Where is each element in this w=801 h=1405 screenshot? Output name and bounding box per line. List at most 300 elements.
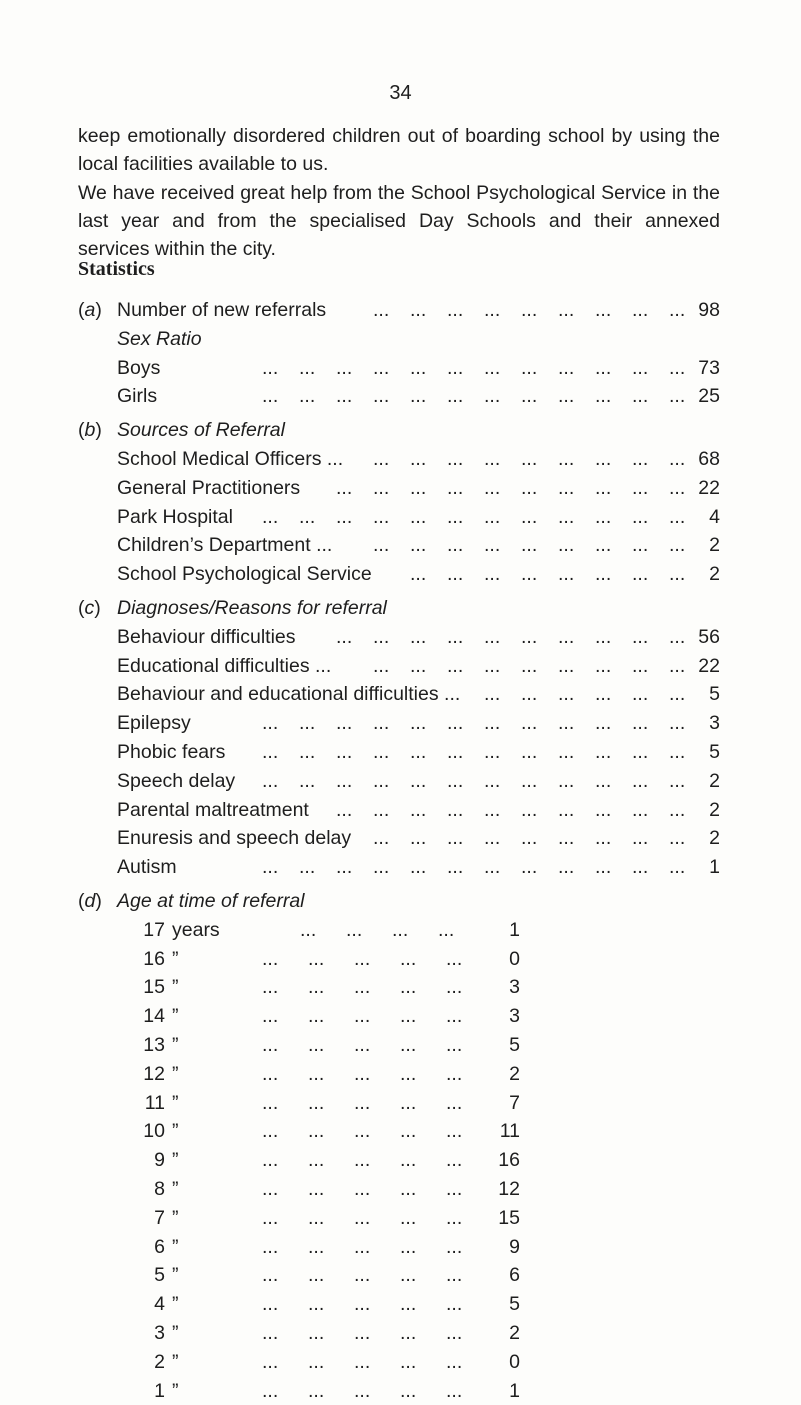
leader-dot: ... xyxy=(299,769,316,792)
age-count: 1 xyxy=(509,1379,520,1402)
age-count: 0 xyxy=(509,947,520,970)
leader-dot: ... xyxy=(299,741,316,763)
section-letter: (a) xyxy=(78,299,102,321)
leader-dot: ... xyxy=(669,299,686,321)
leader-dot: ... xyxy=(484,476,501,499)
leader-dot: ... xyxy=(484,563,501,586)
age-unit: ” xyxy=(172,1034,179,1056)
leader-dot: ... xyxy=(521,476,538,499)
age-number: 11 xyxy=(144,1091,165,1114)
referrals-total xyxy=(0,296,801,324)
leader-dot: ... xyxy=(447,448,464,470)
leader-dot: ... xyxy=(336,505,353,528)
leader-dot: ... xyxy=(336,712,353,735)
leader-dot: ... xyxy=(400,1091,417,1114)
age-number: 14 xyxy=(143,1005,165,1028)
leader-dot: ... xyxy=(632,654,649,677)
leader-dot: ... xyxy=(373,625,390,648)
diagnosis-row-label: Behaviour difficulties xyxy=(117,625,296,648)
leader-dot: ... xyxy=(354,947,371,970)
leader-dot: ... xyxy=(262,385,279,408)
leader-dot: ... xyxy=(262,1293,279,1316)
leader-dot: ... xyxy=(308,1322,325,1344)
age-row xyxy=(0,1031,801,1059)
leader-dot: ... xyxy=(262,741,279,763)
leader-dot: ... xyxy=(410,798,427,821)
age-heading-label: Age at time of referral xyxy=(117,890,305,912)
leader-dot: ... xyxy=(446,1034,463,1056)
leader-dot: ... xyxy=(558,448,575,470)
leader-dot: ... xyxy=(262,976,279,999)
leader-dot: ... xyxy=(262,1120,279,1143)
leader-dot: ... xyxy=(410,827,427,850)
leader-dot: ... xyxy=(336,356,353,379)
source-row xyxy=(0,474,801,502)
leader-dot: ... xyxy=(558,712,575,735)
leader-dot: ... xyxy=(336,385,353,408)
leader-dot: ... xyxy=(484,827,501,850)
age-number: 2 xyxy=(154,1350,165,1373)
leader-dot: ... xyxy=(447,856,464,879)
leader-dot: ... xyxy=(354,1091,371,1114)
leader-dot: ... xyxy=(446,1178,463,1200)
leader-dot: ... xyxy=(484,385,501,408)
leader-dot: ... xyxy=(632,385,649,408)
age-count: 2 xyxy=(509,1062,520,1085)
diagnosis-row xyxy=(0,767,801,795)
leader-dot: ... xyxy=(447,505,464,528)
leader-dot: ... xyxy=(595,505,612,528)
leader-dot: ... xyxy=(484,856,501,879)
leader-dot: ... xyxy=(595,299,612,321)
leader-dot: ... xyxy=(521,798,538,821)
leader-dot: ... xyxy=(262,356,279,379)
leader-dot: ... xyxy=(262,1264,279,1287)
leader-dot: ... xyxy=(595,712,612,735)
leader-dot: ... xyxy=(400,1379,417,1402)
age-unit: ” xyxy=(172,1178,179,1200)
leader-dot: ... xyxy=(595,356,612,379)
leader-dot: ... xyxy=(299,505,316,528)
leader-dot: ... xyxy=(595,741,612,763)
leader-dot: ... xyxy=(354,976,371,999)
leader-dot: ... xyxy=(669,625,686,648)
leader-dot: ... xyxy=(308,1149,325,1172)
leader-dot: ... xyxy=(400,1235,417,1258)
leader-dot: ... xyxy=(400,1005,417,1028)
source-row xyxy=(0,531,801,559)
leader-dot: ... xyxy=(521,856,538,879)
leader-dot: ... xyxy=(558,563,575,586)
leader-dot: ... xyxy=(521,683,538,706)
leader-dot: ... xyxy=(308,1379,325,1402)
age-unit: ” xyxy=(172,1120,179,1143)
leader-dot: ... xyxy=(558,798,575,821)
leader-dot: ... xyxy=(447,625,464,648)
leader-dot: ... xyxy=(410,741,427,763)
leader-dot: ... xyxy=(299,856,316,879)
leader-dot: ... xyxy=(354,1034,371,1056)
age-unit: ” xyxy=(172,1005,179,1028)
leader-dot: ... xyxy=(373,385,390,408)
age-unit: ” xyxy=(172,1091,179,1114)
sex-ratio-row xyxy=(0,354,801,382)
age-number: 12 xyxy=(143,1062,165,1085)
leader-dot: ... xyxy=(632,741,649,763)
age-row xyxy=(0,1261,801,1289)
leader-dot: ... xyxy=(438,918,455,941)
leader-dot: ... xyxy=(446,1120,463,1143)
leader-dot: ... xyxy=(446,1350,463,1373)
diagnosis-row-label: Autism xyxy=(117,856,177,879)
age-count: 6 xyxy=(509,1264,520,1287)
leader-dot: ... xyxy=(392,918,409,941)
leader-dot: ... xyxy=(521,741,538,763)
leader-dot: ... xyxy=(446,976,463,999)
leader-dot: ... xyxy=(262,505,279,528)
leader-dot: ... xyxy=(373,356,390,379)
leader-dot: ... xyxy=(336,741,353,763)
leader-dot: ... xyxy=(373,448,390,470)
leader-dot: ... xyxy=(521,625,538,648)
leader-dot: ... xyxy=(447,476,464,499)
leader-dot: ... xyxy=(354,1350,371,1373)
diagnosis-row-label: Parental maltreatment xyxy=(117,798,309,821)
leader-dot: ... xyxy=(595,769,612,792)
diagnoses-heading-label: Diagnoses/Reasons for referral xyxy=(117,597,387,619)
age-count: 0 xyxy=(509,1350,520,1373)
leader-dot: ... xyxy=(669,798,686,821)
leader-dot: ... xyxy=(262,1062,279,1085)
diagnosis-row-value: 1 xyxy=(709,856,720,879)
age-count: 2 xyxy=(509,1322,520,1344)
leader-dot: ... xyxy=(373,769,390,792)
age-unit: ” xyxy=(172,976,179,999)
leader-dot: ... xyxy=(595,683,612,706)
leader-dot: ... xyxy=(308,1264,325,1287)
leader-dot: ... xyxy=(410,856,427,879)
age-unit: years xyxy=(172,918,220,941)
sex-ratio-heading xyxy=(0,325,801,353)
leader-dot: ... xyxy=(400,1120,417,1143)
leader-dot: ... xyxy=(558,856,575,879)
sex-ratio-heading-label: Sex Ratio xyxy=(117,327,202,350)
leader-dot: ... xyxy=(595,798,612,821)
leader-dot: ... xyxy=(308,1235,325,1258)
age-count: 16 xyxy=(498,1149,520,1172)
paragraph-1: keep emotionally disordered children out of boarding school by using the local facilities available to us. xyxy=(78,125,720,175)
leader-dot: ... xyxy=(669,741,686,763)
paragraph-2: We have received great help from the School Psychological Service in the last year and from the specialised Day Schools and their annexed services within the city. xyxy=(78,182,720,260)
age-row xyxy=(0,945,801,973)
source-row-label: School Medical Officers ... xyxy=(117,448,344,470)
sources-heading-label: Sources of Referral xyxy=(117,419,285,442)
source-row-value: 2 xyxy=(709,563,720,586)
age-count: 7 xyxy=(509,1091,520,1114)
leader-dot: ... xyxy=(595,448,612,470)
diagnosis-row-value: 3 xyxy=(709,712,720,735)
leader-dot: ... xyxy=(262,856,279,879)
diagnosis-row-label: Enuresis and speech delay xyxy=(117,827,352,850)
leader-dot: ... xyxy=(632,356,649,379)
leader-dot: ... xyxy=(595,476,612,499)
source-row xyxy=(0,503,801,531)
leader-dot: ... xyxy=(400,1264,417,1287)
leader-dot: ... xyxy=(447,299,464,321)
age-row xyxy=(0,1146,801,1174)
leader-dot: ... xyxy=(373,798,390,821)
leader-dot: ... xyxy=(308,1293,325,1316)
age-count: 3 xyxy=(509,976,520,999)
leader-dot: ... xyxy=(410,505,427,528)
leader-dot: ... xyxy=(446,1062,463,1085)
age-count: 11 xyxy=(499,1120,520,1143)
leader-dot: ... xyxy=(447,741,464,763)
age-row xyxy=(0,1002,801,1030)
diagnosis-row xyxy=(0,680,801,708)
leader-dot: ... xyxy=(373,505,390,528)
source-row-value: 22 xyxy=(698,476,720,499)
source-row-label: School Psychological Service xyxy=(117,563,372,586)
leader-dot: ... xyxy=(669,385,686,408)
age-number: 1 xyxy=(154,1379,165,1402)
age-unit: ” xyxy=(172,1379,179,1402)
source-row-value: 68 xyxy=(698,448,720,470)
leader-dot: ... xyxy=(410,299,427,321)
age-number: 13 xyxy=(143,1034,165,1056)
leader-dot: ... xyxy=(308,1206,325,1229)
age-number: 3 xyxy=(154,1322,165,1344)
age-count: 15 xyxy=(498,1206,520,1229)
page-number: 34 xyxy=(389,82,412,104)
leader-dot: ... xyxy=(262,1091,279,1114)
leader-dot: ... xyxy=(262,947,279,970)
diagnosis-row xyxy=(0,623,801,651)
leader-dot: ... xyxy=(400,1206,417,1229)
leader-dot: ... xyxy=(521,712,538,735)
diagnosis-row-label: Behaviour and educational difficulties ... xyxy=(117,683,461,706)
leader-dot: ... xyxy=(373,299,390,321)
leader-dot: ... xyxy=(632,625,649,648)
leader-dot: ... xyxy=(446,1005,463,1028)
leader-dot: ... xyxy=(595,534,612,557)
source-row-label: Children’s Department ... xyxy=(117,534,333,557)
diagnosis-row-label: Educational difficulties ... xyxy=(117,654,332,677)
age-unit: ” xyxy=(172,1206,179,1229)
leader-dot: ... xyxy=(354,1235,371,1258)
leader-dot: ... xyxy=(262,1235,279,1258)
leader-dot: ... xyxy=(558,741,575,763)
age-unit: ” xyxy=(172,1293,179,1316)
age-heading xyxy=(0,887,801,915)
leader-dot: ... xyxy=(400,1178,417,1200)
leader-dot: ... xyxy=(262,1149,279,1172)
leader-dot: ... xyxy=(447,534,464,557)
leader-dot: ... xyxy=(354,1149,371,1172)
leader-dot: ... xyxy=(558,476,575,499)
leader-dot: ... xyxy=(669,563,686,586)
leader-dot: ... xyxy=(484,534,501,557)
leader-dot: ... xyxy=(632,798,649,821)
leader-dot: ... xyxy=(410,385,427,408)
leader-dot: ... xyxy=(354,1293,371,1316)
leader-dot: ... xyxy=(447,356,464,379)
leader-dot: ... xyxy=(262,1005,279,1028)
diagnosis-row-label: Speech delay xyxy=(117,769,236,792)
leader-dot: ... xyxy=(632,856,649,879)
age-number: 16 xyxy=(143,947,165,970)
leader-dot: ... xyxy=(521,299,538,321)
leader-dot: ... xyxy=(410,769,427,792)
leader-dot: ... xyxy=(410,563,427,586)
diagnosis-row-value: 56 xyxy=(698,625,720,648)
leader-dot: ... xyxy=(484,741,501,763)
leader-dot: ... xyxy=(632,448,649,470)
diagnosis-row-value: 5 xyxy=(709,683,720,706)
leader-dot: ... xyxy=(558,534,575,557)
leader-dot: ... xyxy=(262,1206,279,1229)
leader-dot: ... xyxy=(521,448,538,470)
leader-dot: ... xyxy=(373,534,390,557)
age-number: 4 xyxy=(154,1293,165,1316)
referrals-total-label: Number of new referrals xyxy=(117,299,327,321)
leader-dot: ... xyxy=(354,1322,371,1344)
leader-dot: ... xyxy=(346,918,363,941)
diagnosis-row xyxy=(0,824,801,852)
leader-dot: ... xyxy=(262,1350,279,1373)
age-number: 8 xyxy=(154,1178,165,1200)
leader-dot: ... xyxy=(669,683,686,706)
leader-dot: ... xyxy=(484,625,501,648)
age-row xyxy=(0,1348,801,1376)
leader-dot: ... xyxy=(400,1322,417,1344)
leader-dot: ... xyxy=(447,385,464,408)
leader-dot: ... xyxy=(669,534,686,557)
leader-dot: ... xyxy=(669,769,686,792)
leader-dot: ... xyxy=(446,1293,463,1316)
leader-dot: ... xyxy=(446,1091,463,1114)
leader-dot: ... xyxy=(308,976,325,999)
leader-dot: ... xyxy=(373,476,390,499)
leader-dot: ... xyxy=(262,1034,279,1056)
leader-dot: ... xyxy=(373,827,390,850)
leader-dot: ... xyxy=(410,654,427,677)
section-letter: (c) xyxy=(78,597,101,619)
age-unit: ” xyxy=(172,1062,179,1085)
age-unit: ” xyxy=(172,947,179,970)
leader-dot: ... xyxy=(595,385,612,408)
leader-dot: ... xyxy=(400,947,417,970)
diagnosis-row xyxy=(0,709,801,737)
age-count: 1 xyxy=(509,918,520,941)
statistics-heading: Statistics xyxy=(78,258,155,280)
diagnoses-heading xyxy=(0,594,801,622)
age-number: 5 xyxy=(154,1264,165,1287)
leader-dot: ... xyxy=(400,1062,417,1085)
leader-dot: ... xyxy=(400,1350,417,1373)
leader-dot: ... xyxy=(373,712,390,735)
sex-ratio-row-label: Boys xyxy=(117,356,161,379)
leader-dot: ... xyxy=(558,769,575,792)
leader-dot: ... xyxy=(262,1379,279,1402)
age-row xyxy=(0,1175,801,1203)
diagnosis-row xyxy=(0,652,801,680)
age-row xyxy=(0,1204,801,1232)
leader-dot: ... xyxy=(669,856,686,879)
age-count: 9 xyxy=(509,1235,520,1258)
leader-dot: ... xyxy=(521,563,538,586)
diagnosis-row-value: 2 xyxy=(709,827,720,850)
leader-dot: ... xyxy=(354,1379,371,1402)
leader-dot: ... xyxy=(595,827,612,850)
leader-dot: ... xyxy=(300,918,317,941)
leader-dot: ... xyxy=(484,299,501,321)
leader-dot: ... xyxy=(410,625,427,648)
diagnosis-row xyxy=(0,853,801,881)
leader-dot: ... xyxy=(558,654,575,677)
leader-dot: ... xyxy=(595,856,612,879)
leader-dot: ... xyxy=(447,769,464,792)
leader-dot: ... xyxy=(373,856,390,879)
leader-dot: ... xyxy=(484,683,501,706)
leader-dot: ... xyxy=(308,947,325,970)
section-letter: (d) xyxy=(78,890,102,912)
age-number: 17 xyxy=(143,918,165,941)
leader-dot: ... xyxy=(669,827,686,850)
leader-dot: ... xyxy=(558,299,575,321)
leader-dot: ... xyxy=(632,563,649,586)
leader-dot: ... xyxy=(373,654,390,677)
leader-dot: ... xyxy=(632,712,649,735)
leader-dot: ... xyxy=(669,448,686,470)
age-unit: ” xyxy=(172,1322,179,1344)
leader-dot: ... xyxy=(446,1206,463,1229)
leader-dot: ... xyxy=(336,798,353,821)
leader-dot: ... xyxy=(669,505,686,528)
leader-dot: ... xyxy=(595,625,612,648)
leader-dot: ... xyxy=(262,769,279,792)
age-unit: ” xyxy=(172,1149,179,1172)
diagnosis-row-label: Epilepsy xyxy=(117,712,191,735)
leader-dot: ... xyxy=(400,1293,417,1316)
leader-dot: ... xyxy=(447,712,464,735)
leader-dot: ... xyxy=(262,1178,279,1200)
age-count: 5 xyxy=(509,1034,520,1056)
leader-dot: ... xyxy=(669,654,686,677)
age-row xyxy=(0,1089,801,1117)
leader-dot: ... xyxy=(632,476,649,499)
leader-dot: ... xyxy=(336,625,353,648)
age-number: 6 xyxy=(154,1235,165,1258)
leader-dot: ... xyxy=(669,712,686,735)
leader-dot: ... xyxy=(558,683,575,706)
leader-dot: ... xyxy=(354,1264,371,1287)
diagnosis-row-value: 22 xyxy=(698,654,720,677)
leader-dot: ... xyxy=(446,1264,463,1287)
leader-dot: ... xyxy=(484,505,501,528)
leader-dot: ... xyxy=(262,1322,279,1344)
section-letter: (b) xyxy=(78,419,102,442)
age-unit: ” xyxy=(172,1264,179,1287)
leader-dot: ... xyxy=(299,356,316,379)
leader-dot: ... xyxy=(595,654,612,677)
leader-dot: ... xyxy=(632,534,649,557)
leader-dot: ... xyxy=(446,1322,463,1344)
age-count: 3 xyxy=(509,1005,520,1028)
leader-dot: ... xyxy=(484,769,501,792)
leader-dot: ... xyxy=(521,827,538,850)
diagnosis-row-value: 5 xyxy=(709,741,720,763)
